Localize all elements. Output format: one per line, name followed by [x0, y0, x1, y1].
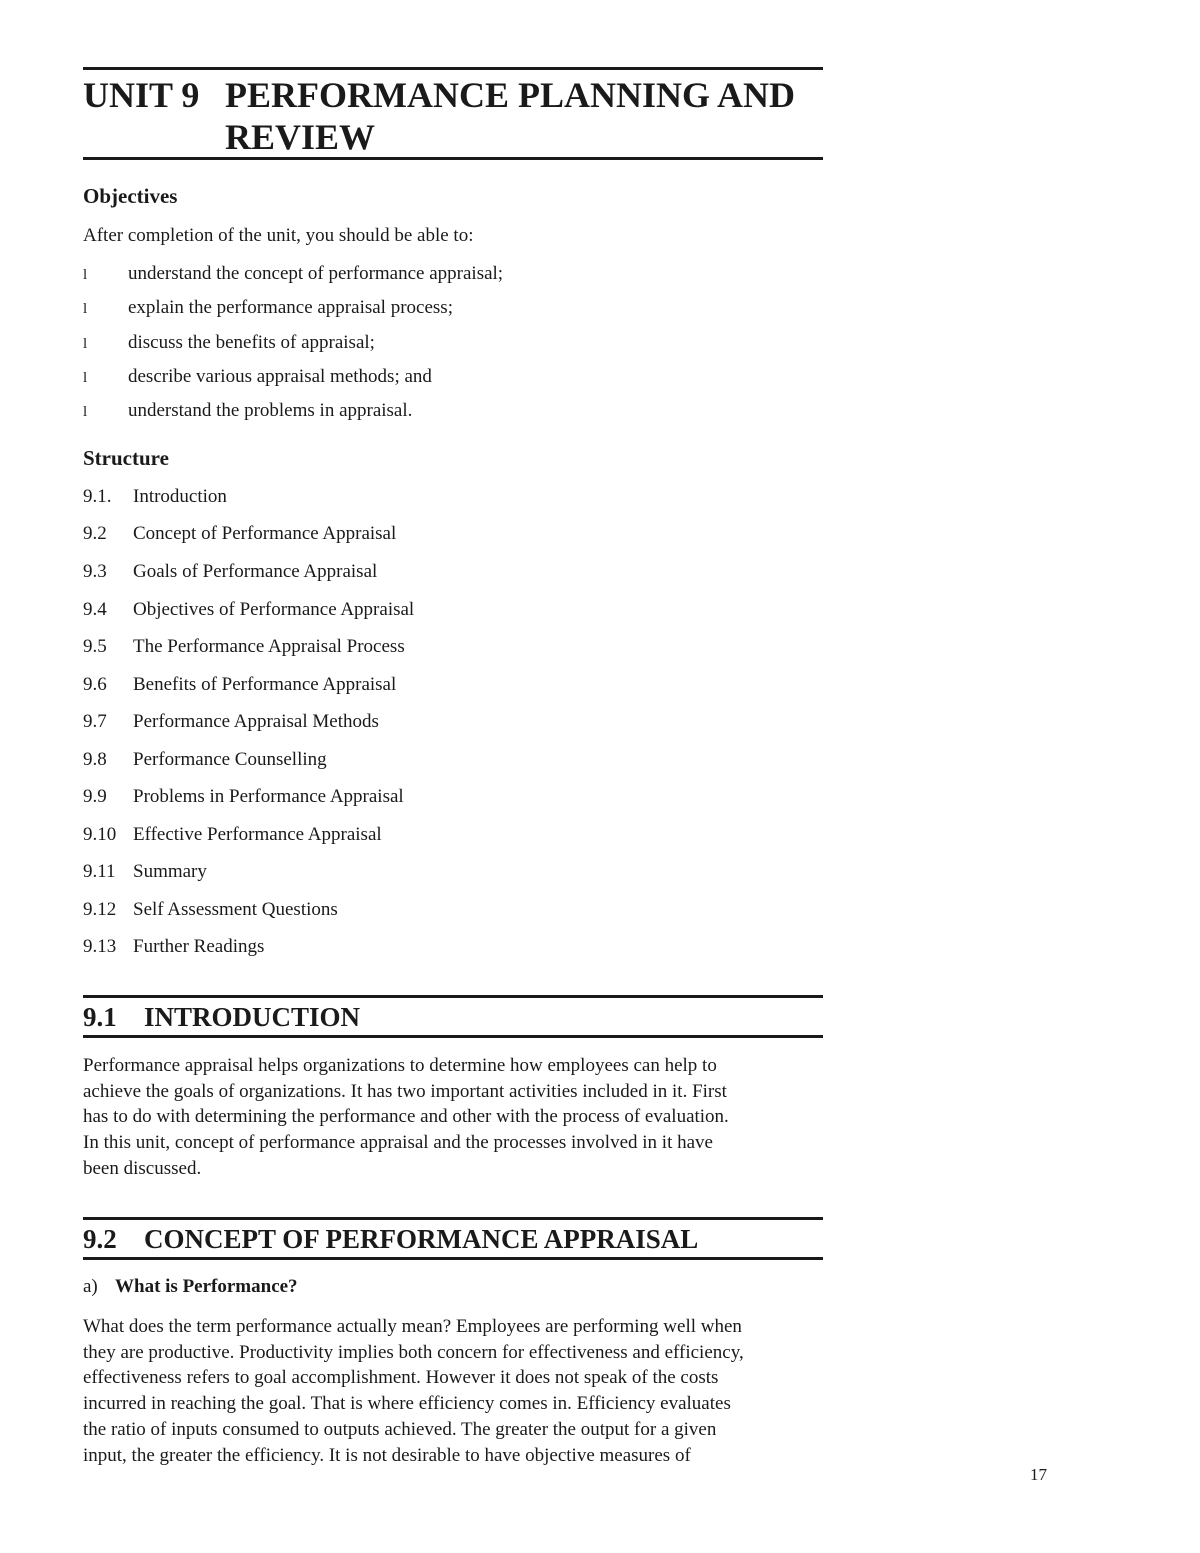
toc-title: Performance Appraisal Methods: [133, 711, 379, 732]
toc-title: Further Readings: [133, 936, 265, 957]
toc-number: 9.13: [83, 936, 117, 957]
toc-number: 9.6: [83, 674, 107, 695]
unit-number: UNIT 9: [83, 75, 200, 115]
introduction-paragraph: Performance appraisal helps organizations to determine how employees can help to achieve the goals of organizations. It has two important activities included in it. First has to do with determining the performance and other with the process of evaluation. In this unit, concept of performance appraisal and the processes involved in it have been discussed.: [83, 1055, 729, 1179]
bullet-mark: l: [83, 370, 88, 386]
section-heading: INTRODUCTION: [144, 1002, 361, 1032]
section-heading: CONCEPT OF PERFORMANCE APPRAISAL: [144, 1224, 699, 1254]
page-number: 17: [1030, 1465, 1047, 1484]
toc-title: Concept of Performance Appraisal: [133, 523, 397, 544]
toc-title: Summary: [133, 861, 207, 882]
section-top-rule: [83, 995, 823, 998]
subsection-title: What is Performance?: [115, 1276, 298, 1297]
toc-number: 9.8: [83, 749, 107, 770]
section-bottom-rule: [83, 1257, 823, 1260]
title-bottom-rule: [83, 157, 823, 160]
top-rule: [83, 67, 823, 70]
bullet-mark: l: [83, 404, 88, 420]
section-bottom-rule: [83, 1035, 823, 1038]
toc-number: 9.2: [83, 523, 107, 544]
toc-number: 9.9: [83, 786, 107, 807]
toc-number: 9.10: [83, 824, 117, 845]
toc-number: 9.1.: [83, 486, 112, 507]
toc-number: 9.5: [83, 636, 107, 657]
structure-heading: Structure: [83, 446, 169, 470]
concept-paragraph: What does the term performance actually mean? Employees are performing well when they are productive. Productivity implies both concern for effectiveness and efficiency, effectiveness refers to goal accomplishment. However it does not speak of the costs incurred in reaching the goal. That is where efficiency comes in. Efficiency evaluates the ratio of inputs consumed to outputs achieved. The greater the output for a given input, the greater the efficiency. It is not desirable to have objective measures of: [83, 1316, 744, 1466]
objectives-heading: Objectives: [83, 184, 178, 208]
bullet-mark: l: [83, 301, 88, 317]
toc-title: Problems in Performance Appraisal: [133, 786, 404, 807]
toc-title: Goals of Performance Appraisal: [133, 561, 378, 582]
toc-number: 9.3: [83, 561, 107, 582]
toc-number: 9.11: [83, 861, 116, 882]
toc-number: 9.7: [83, 711, 107, 732]
subsection-marker: a): [83, 1276, 98, 1297]
toc-title: Introduction: [133, 486, 227, 507]
section-number: 9.2: [83, 1224, 117, 1254]
toc-title: Benefits of Performance Appraisal: [133, 674, 397, 695]
objectives-intro: After completion of the unit, you should be able to:: [83, 225, 474, 246]
bullet-mark: l: [83, 267, 88, 283]
toc-title: The Performance Appraisal Process: [133, 636, 405, 657]
section-number: 9.1: [83, 1002, 117, 1032]
bullet-mark: l: [83, 336, 88, 352]
toc-number: 9.12: [83, 899, 117, 920]
toc-title: Performance Counselling: [133, 749, 327, 770]
toc-number: 9.4: [83, 599, 107, 620]
toc-title: Self Assessment Questions: [133, 899, 338, 920]
toc-title: Objectives of Performance Appraisal: [133, 599, 415, 620]
section-top-rule: [83, 1217, 823, 1220]
unit-title-text: PERFORMANCE PLANNING AND REVIEW: [225, 75, 795, 157]
toc-title: Effective Performance Appraisal: [133, 824, 382, 845]
